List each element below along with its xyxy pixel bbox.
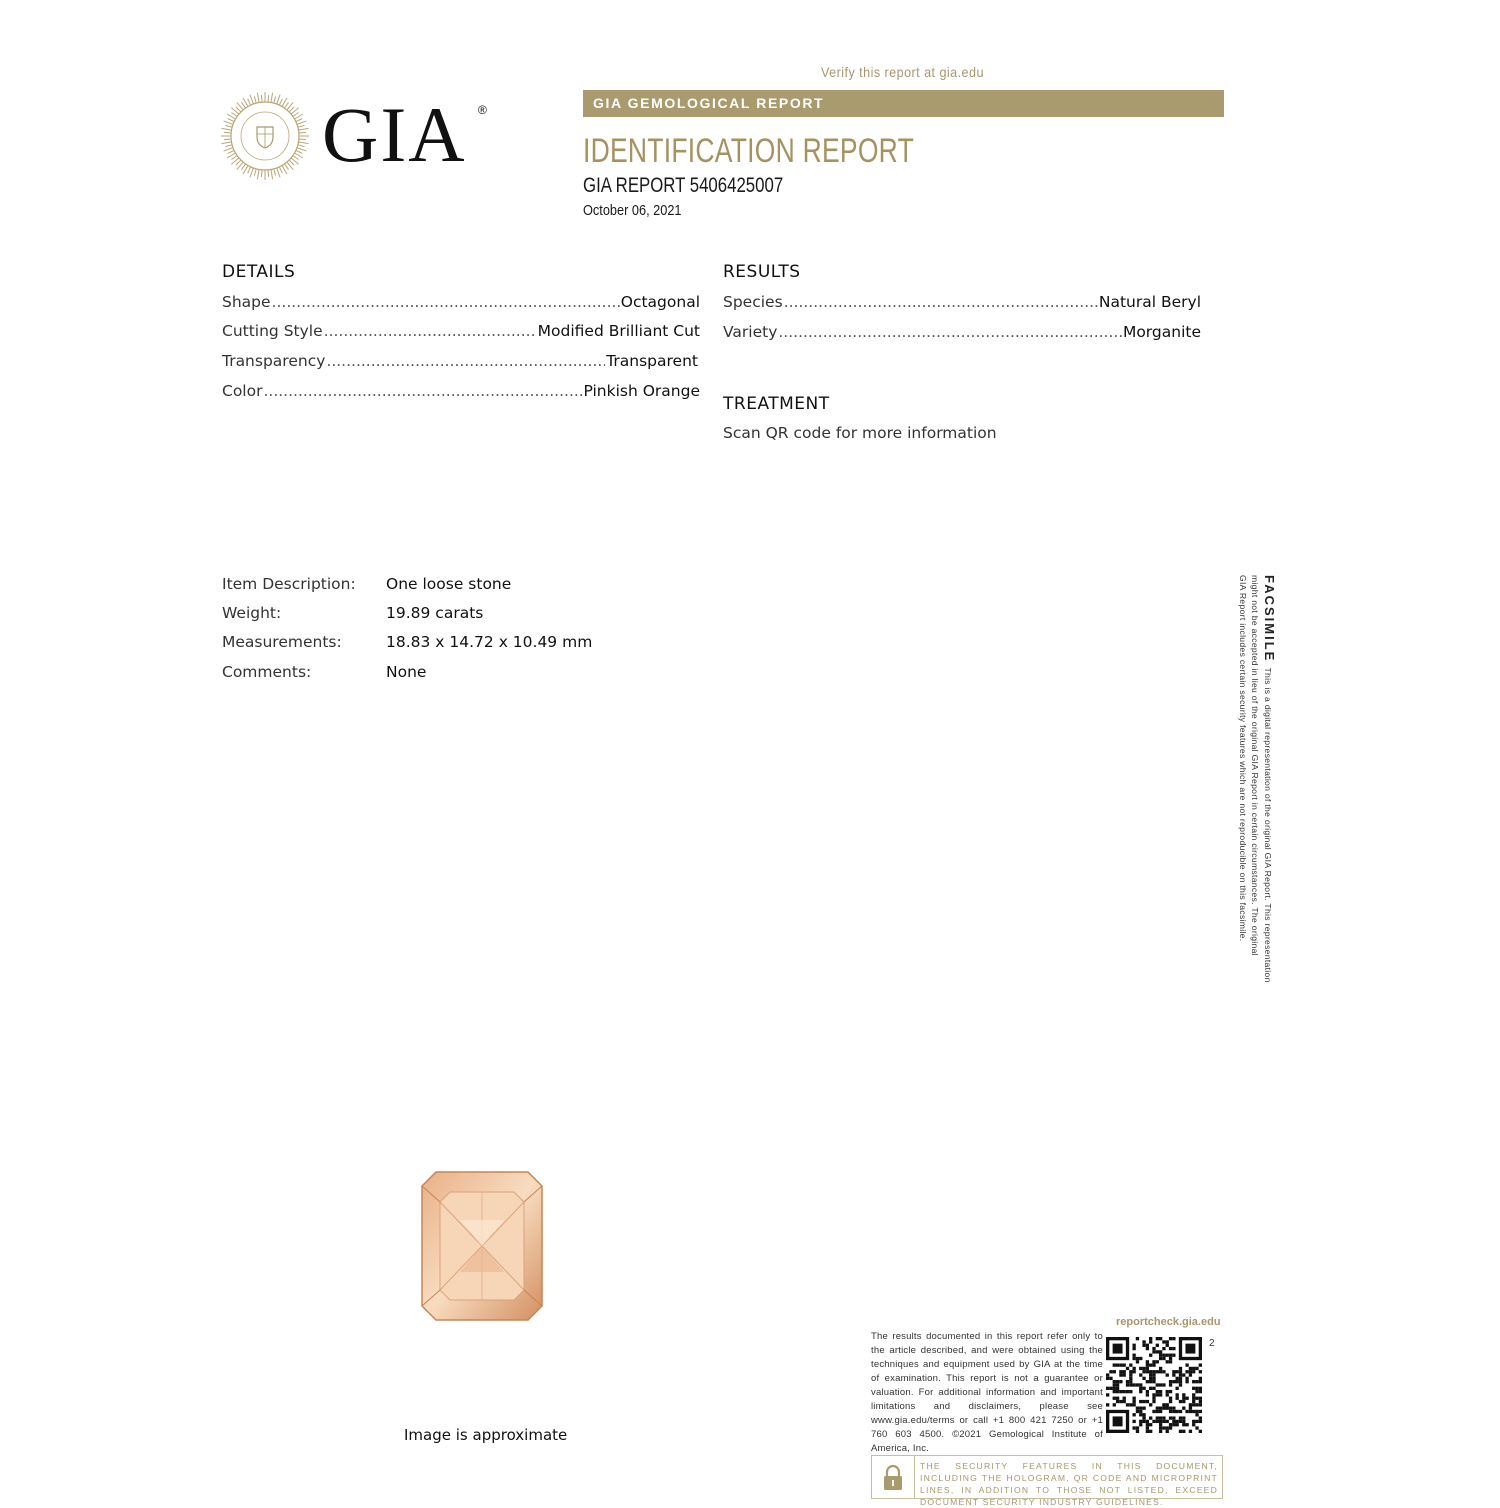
- results-label: Species: [723, 293, 783, 311]
- description-value: None: [386, 663, 427, 681]
- description-label: Item Description:: [222, 575, 356, 593]
- description-label: Measurements:: [222, 633, 342, 651]
- details-label: Color: [222, 382, 263, 400]
- description-row-item: [222, 575, 622, 595]
- details-value: Modified Brilliant Cut: [537, 322, 700, 340]
- details-row-transparency: [222, 352, 698, 370]
- results-row-variety: [723, 323, 1201, 341]
- results-label: Variety: [723, 323, 778, 341]
- report-number: GIA REPORT 5406425007: [583, 174, 784, 197]
- verify-link[interactable]: Verify this report at gia.edu: [821, 64, 984, 80]
- results-value: Morganite: [1122, 323, 1201, 341]
- description-row-measurements: [222, 633, 622, 653]
- reportcheck-link[interactable]: reportcheck.gia.edu: [1116, 1316, 1221, 1328]
- details-label: Transparency: [222, 352, 326, 370]
- results-heading: RESULTS: [723, 262, 801, 282]
- description-row-weight: [222, 604, 622, 624]
- facsimile-title: FACSIMILE: [1262, 575, 1277, 663]
- description-value: 18.83 x 14.72 x 10.49 mm: [386, 633, 593, 651]
- report-type-title: IDENTIFICATION REPORT: [583, 132, 915, 170]
- treatment-heading: TREATMENT: [723, 394, 830, 414]
- disclaimer-text: The results documented in this report refer only to the article described, and were obtained using the techniques and equipment used by GIA at the time of examination. This report is not a guarantee or valuation. For additional information and important limitations and disclaimers, please see www.gia.edu/terms or call +1 800 421 7250 or +1 760 603 4500. ©2021 Gemological Institute of America, Inc.: [871, 1331, 1103, 1454]
- qr-code[interactable]: [1106, 1337, 1202, 1433]
- security-features-text: THE SECURITY FEATURES IN THIS DOCUMENT, INCLUDING THE HOLOGRAM, QR CODE AND MICROPRINT LINES, IN ADDITION TO THOSE NOT LISTED, EXCEED DOCUMENT SECURITY INDUSTRY GUIDELINES.: [920, 1461, 1218, 1507]
- details-row-color: [222, 382, 700, 400]
- details-label: Shape: [222, 293, 271, 311]
- details-heading: DETAILS: [222, 262, 296, 282]
- lock-icon: [872, 1456, 915, 1498]
- facsimile-line-2: might not be accepted in lieu of the original GIA Report in certain circumstances. The original: [1250, 575, 1260, 956]
- details-value: Pinkish Orange: [583, 382, 700, 400]
- description-label: Comments:: [222, 663, 312, 681]
- description-label: Weight:: [222, 604, 282, 622]
- gia-seal-logo: [220, 91, 310, 181]
- treatment-text: Scan QR code for more information: [723, 424, 997, 442]
- description-value: 19.89 carats: [386, 604, 484, 622]
- results-value: Natural Beryl: [1098, 293, 1201, 311]
- report-date: October 06, 2021: [583, 202, 682, 219]
- facsimile-line-3: GIA Report includes certain security features which are not reproducible on this facsimile.: [1238, 575, 1248, 942]
- description-row-comments: [222, 663, 622, 683]
- registered-mark: ®: [478, 103, 487, 117]
- details-label: Cutting Style: [222, 322, 323, 340]
- details-row-cutting-style: [222, 322, 700, 340]
- description-value: One loose stone: [386, 575, 512, 593]
- details-value: Transparent: [606, 352, 698, 370]
- gemstone-image: [420, 1170, 544, 1322]
- gem-image-caption: Image is approximate: [404, 1426, 568, 1444]
- facsimile-notice: [1236, 575, 1280, 995]
- security-features-box: [871, 1455, 1223, 1507]
- results-row-species: [723, 293, 1201, 311]
- details-row-shape: [222, 293, 700, 311]
- gia-wordmark: GIA: [322, 91, 467, 178]
- details-value: Octagonal: [620, 293, 700, 311]
- facsimile-line-1: This is a digital representation of the original GIA Report. This representation: [1263, 667, 1273, 983]
- report-banner: [583, 90, 1224, 117]
- page-number: 2: [1209, 1338, 1215, 1349]
- report-banner-label: GIA GEMOLOGICAL REPORT: [593, 95, 825, 111]
